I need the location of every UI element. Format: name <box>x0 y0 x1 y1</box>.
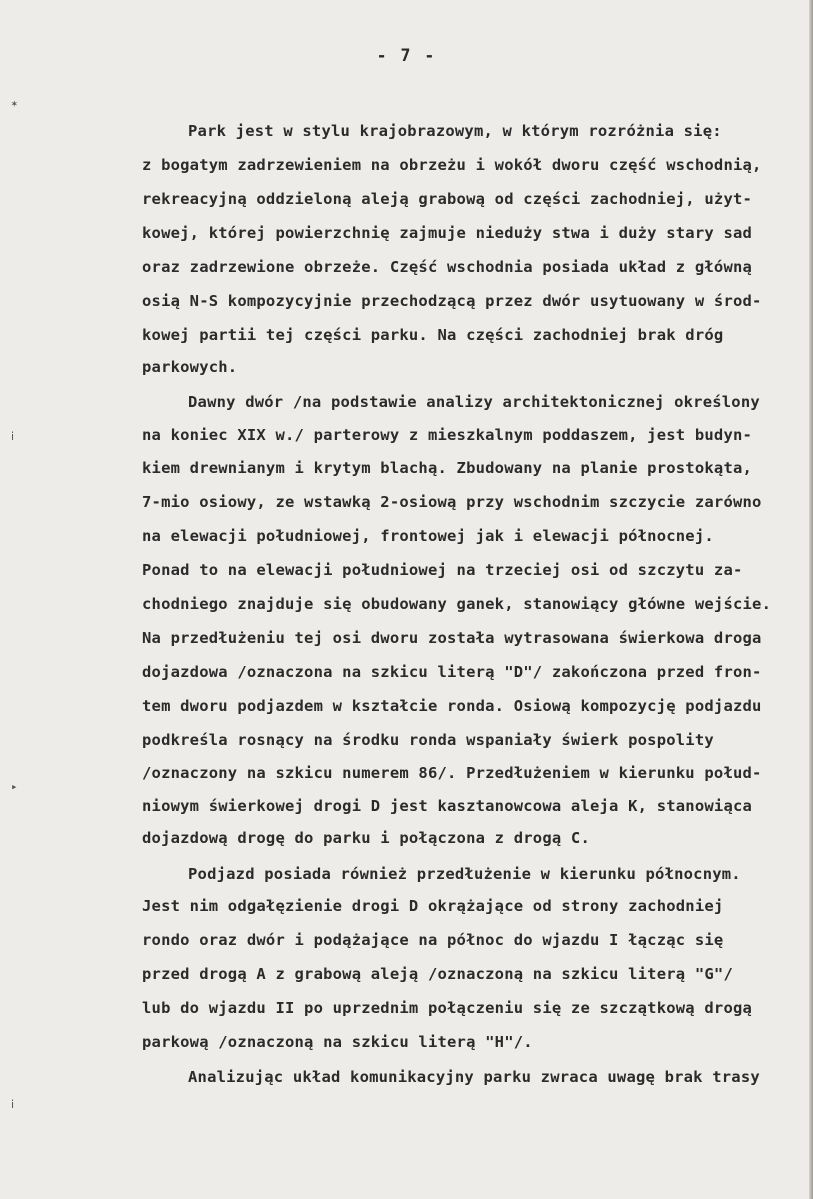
margin-mark: ▸ <box>11 780 18 793</box>
text-line: Jest nim odgałęzienie drogi D okrążające od strony zachodniej <box>142 897 724 915</box>
text-line: przed drogą A z grabową aleją /oznaczoną na szkicu literą "G"/ <box>142 965 733 983</box>
text-line: rondo oraz dwór i podążające na północ do wjazdu I łącząc się <box>142 931 724 949</box>
text-line: kiem drewnianym i krytym blachą. Zbudowany na planie prostokąta, <box>142 459 753 477</box>
text-line: chodniego znajduje się obudowany ganek, stanowiący główne wejście. <box>142 595 772 613</box>
page-edge-shadow <box>809 0 813 1199</box>
margin-mark: ✶ <box>11 97 18 110</box>
text-line: lub do wjazdu II po uprzednim połączeniu się ze szczątkową drogą <box>142 999 753 1017</box>
text-line: na elewacji południowej, frontowej jak i elewacji północnej. <box>142 527 714 545</box>
text-line: rekreacyjną oddzieloną aleją grabową od części zachodniej, użyt- <box>142 190 753 208</box>
text-line: dojazdową drogę do parku i połączona z drogą C. <box>142 829 590 847</box>
text-line: parkową /oznaczoną na szkicu literą "H"/. <box>142 1033 533 1051</box>
text-line: 7-mio osiowy, ze wstawką 2-osiową przy wschodnim szczycie zarówno <box>142 493 762 511</box>
text-line: kowej, której powierzchnię zajmuje nieduży stwa i duży stary sad <box>142 224 753 242</box>
page-number: - 7 - <box>376 46 437 65</box>
text-line: Ponad to na elewacji południowej na trzeciej osi od szczytu za- <box>142 561 743 579</box>
text-line: Podjazd posiada również przedłużenie w kierunku północnym. <box>188 865 741 883</box>
margin-mark: ⅰ <box>11 430 15 443</box>
text-line: Park jest w stylu krajobrazowym, w którym rozróżnia się: <box>188 122 722 140</box>
text-line: niowym świerkowej drogi D jest kasztanowcowa aleja K, stanowiąca <box>142 797 753 815</box>
text-line: Na przedłużeniu tej osi dworu została wytrasowana świerkowa droga <box>142 629 762 647</box>
margin-mark: ⅰ <box>11 1098 15 1111</box>
text-line: parkowych. <box>142 358 238 376</box>
text-line: na koniec XIX w./ parterowy z mieszkalnym poddaszem, jest budyn- <box>142 426 753 444</box>
text-line: Analizując układ komunikacyjny parku zwraca uwagę brak trasy <box>188 1068 760 1086</box>
text-line: podkreśla rosnący na środku ronda wspaniały świerk pospolity <box>142 731 714 749</box>
text-line: dojazdowa /oznaczona na szkicu literą "D"/ zakończona przed fron- <box>142 663 762 681</box>
text-line: kowej partii tej części parku. Na części zachodniej brak dróg <box>142 326 724 344</box>
text-line: osią N-S kompozycyjnie przechodzącą przez dwór usytuowany w środ- <box>142 292 762 310</box>
text-line: /oznaczony na szkicu numerem 86/. Przedłużeniem w kierunku połud- <box>142 764 762 782</box>
text-line: z bogatym zadrzewieniem na obrzeżu i wokół dworu część wschodnią, <box>142 156 762 174</box>
text-line: oraz zadrzewione obrzeże. Część wschodnia posiada układ z główną <box>142 258 753 276</box>
text-line: tem dworu podjazdem w kształcie ronda. Osiową kompozycję podjazdu <box>142 697 762 715</box>
text-line: Dawny dwór /na podstawie analizy architektonicznej określony <box>188 393 760 411</box>
